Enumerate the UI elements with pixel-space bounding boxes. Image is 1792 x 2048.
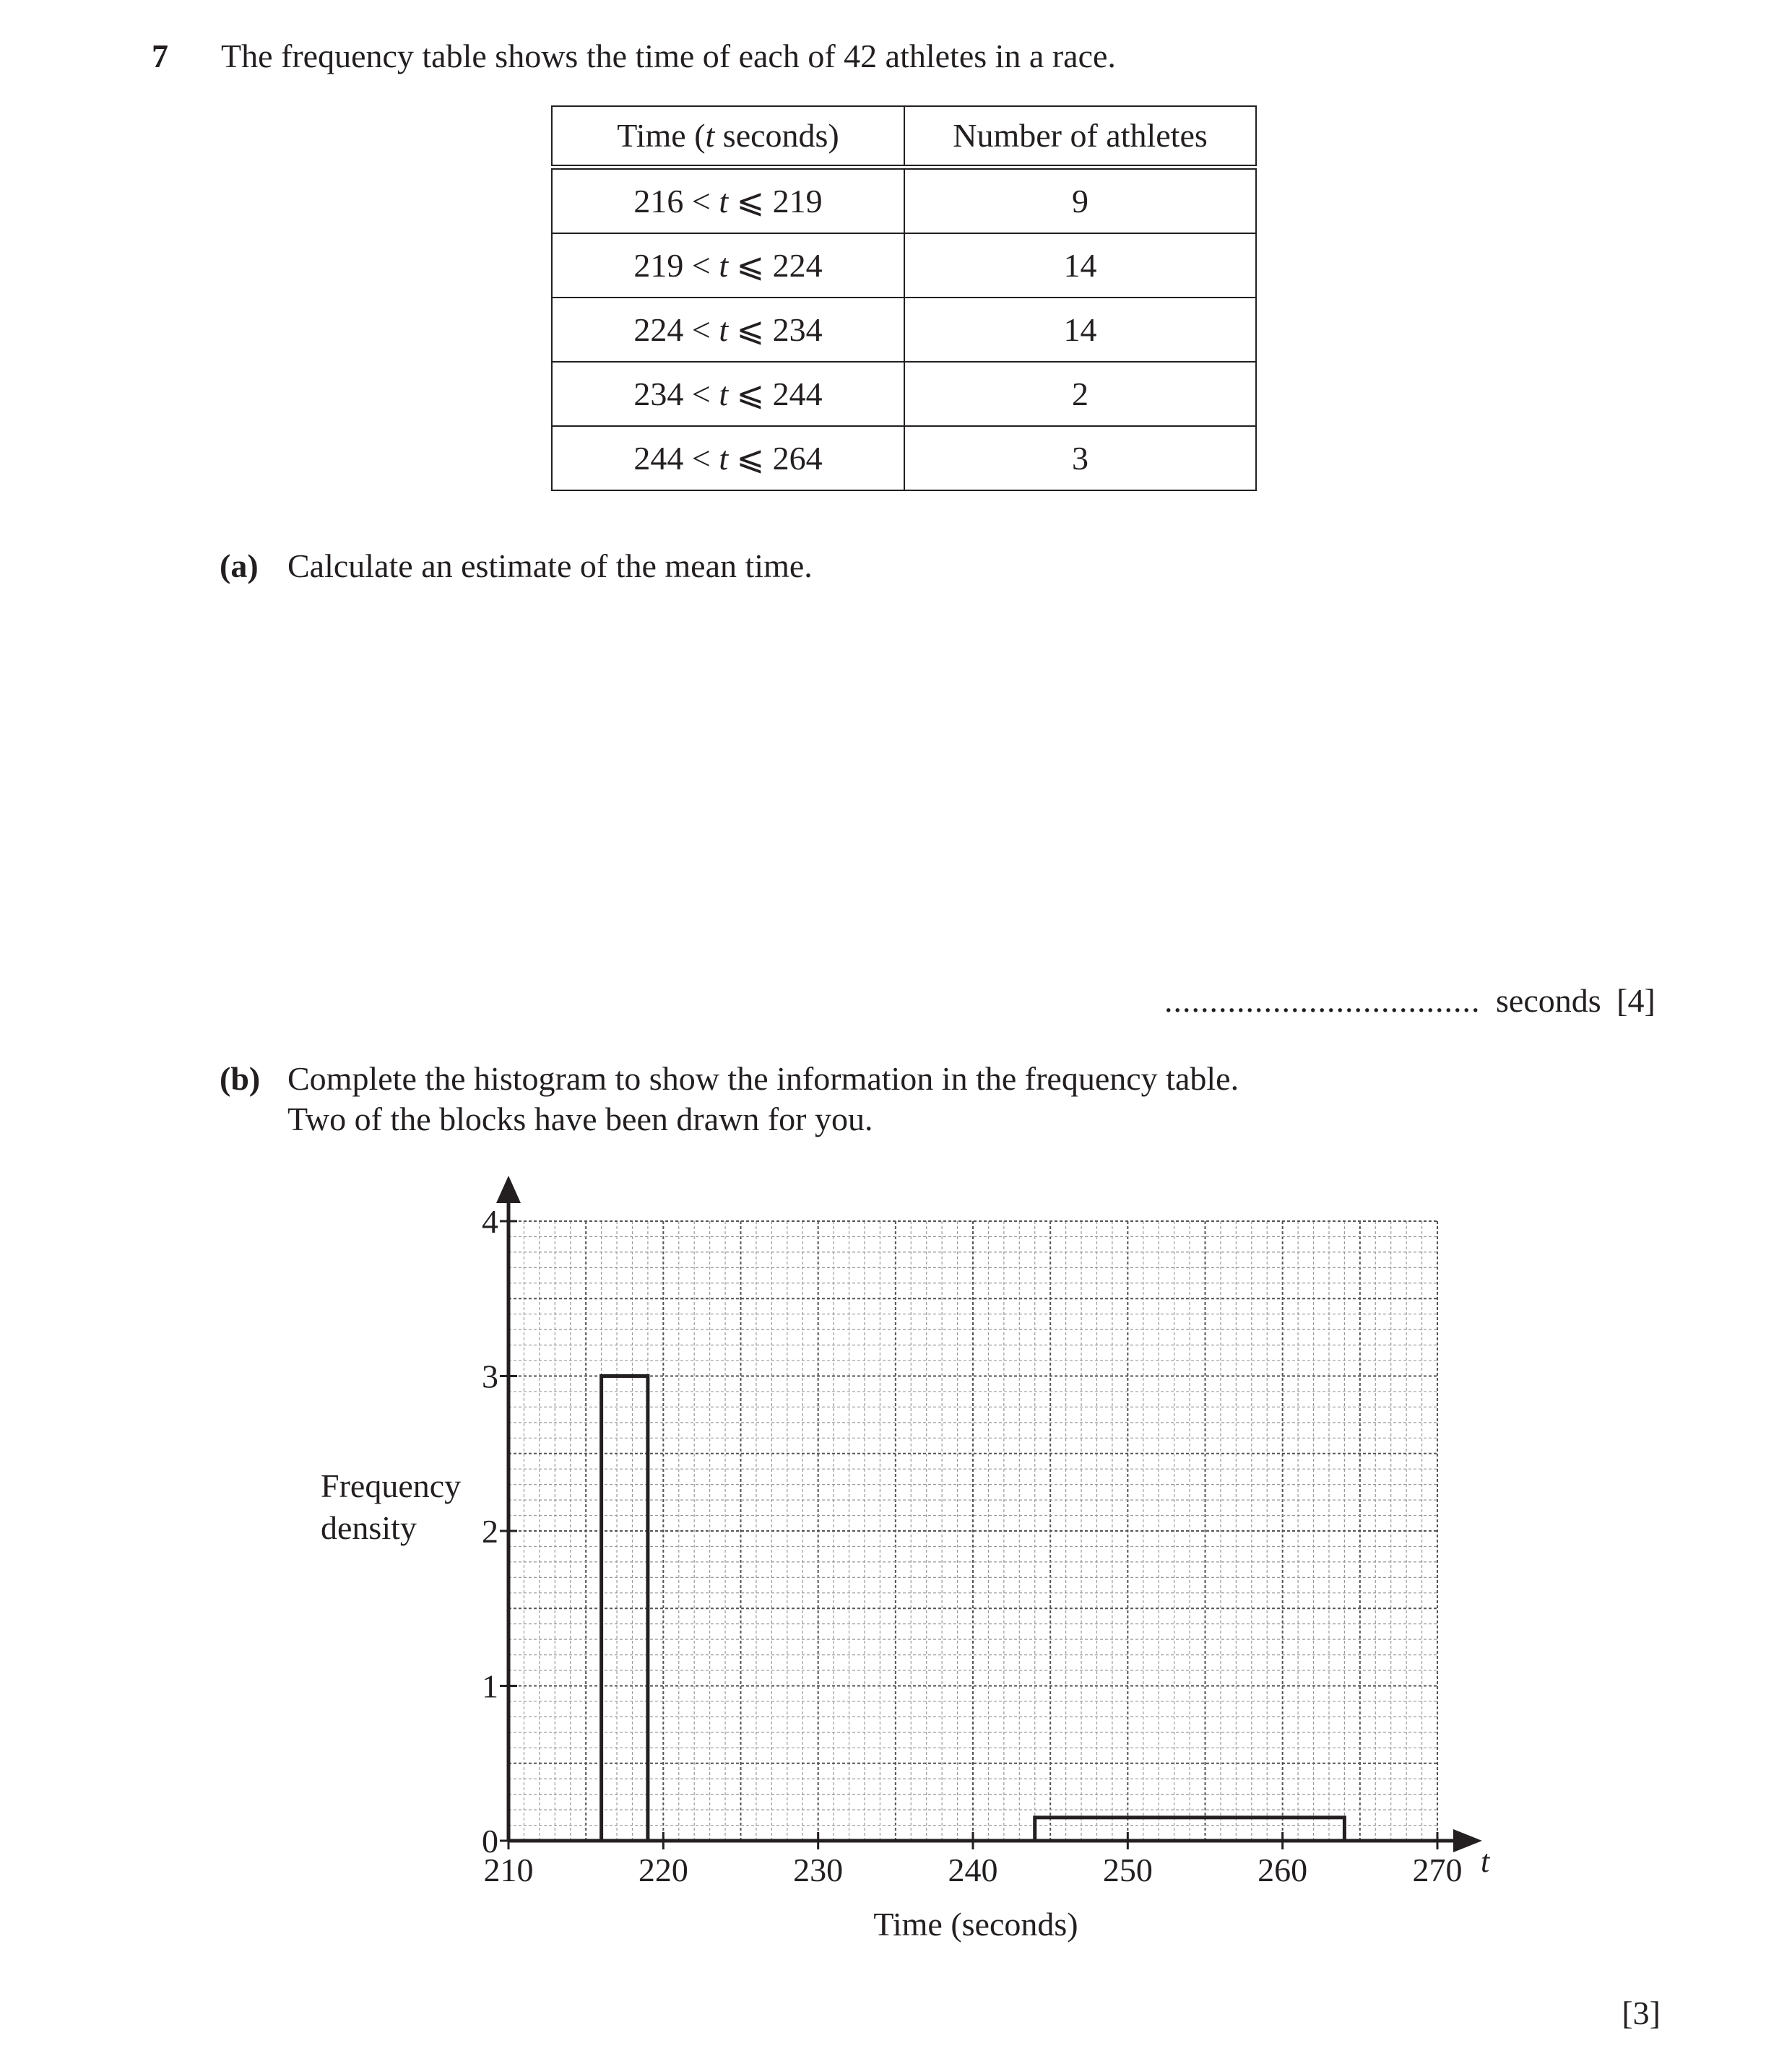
question-text: The frequency table shows the time of each of 42 athletes in a race. — [221, 38, 1116, 74]
athlete-count-cell: 9 — [904, 168, 1256, 234]
part-b-line1: Complete the histogram to show the information in the frequency table. — [287, 1060, 1239, 1097]
header-time: Time (t seconds) — [552, 106, 904, 168]
time-interval-cell: 244 < t ⩽ 264 — [552, 426, 904, 490]
y-tick-label: 0 — [482, 1823, 498, 1860]
answer-dots: ................................... — [1164, 982, 1481, 1019]
time-interval-cell: 224 < t ⩽ 234 — [552, 298, 904, 362]
time-interval-cell: 234 < t ⩽ 244 — [552, 362, 904, 426]
athlete-count-cell: 14 — [904, 233, 1256, 298]
part-a-text: Calculate an estimate of the mean time. — [287, 547, 813, 584]
athlete-count-cell: 14 — [904, 298, 1256, 362]
part-b-marks: [3] — [1622, 1995, 1661, 2031]
y-axis-label-line2: density — [321, 1509, 417, 1546]
y-axis-arrow-icon — [496, 1176, 521, 1203]
x-axis-title: Time (seconds) — [873, 1906, 1078, 1943]
x-tick-label: 240 — [948, 1852, 998, 1888]
part-a-label: (a) — [220, 547, 259, 584]
chart-axes — [496, 1176, 1482, 1852]
question-number: 7 — [152, 38, 168, 74]
part-a-marks: [4] — [1616, 982, 1655, 1019]
header-count: Number of athletes — [904, 106, 1256, 168]
x-axis-symbol: t — [1481, 1844, 1490, 1879]
time-interval-cell: 216 < t ⩽ 219 — [552, 168, 904, 234]
y-tick-label: 3 — [482, 1358, 498, 1395]
x-tick-label: 260 — [1258, 1852, 1308, 1888]
athlete-count-cell: 3 — [904, 426, 1256, 490]
answer-unit: seconds — [1496, 982, 1601, 1019]
time-interval-cell: 219 < t ⩽ 224 — [552, 233, 904, 298]
x-axis-arrow-icon — [1453, 1829, 1482, 1852]
y-tick-label: 1 — [482, 1667, 498, 1705]
y-tick-label: 2 — [482, 1513, 498, 1550]
y-axis-label-line1: Frequency — [321, 1467, 462, 1504]
athlete-count-cell: 2 — [904, 362, 1256, 426]
x-tick-label: 270 — [1412, 1852, 1463, 1888]
x-tick-label: 220 — [638, 1852, 688, 1888]
y-tick-label: 4 — [482, 1203, 498, 1240]
x-tick-label: 250 — [1102, 1852, 1153, 1888]
x-tick-label: 230 — [793, 1852, 844, 1888]
x-tick-label: 210 — [483, 1852, 534, 1888]
part-b-label: (b) — [220, 1060, 261, 1097]
part-b-line2: Two of the blocks have been drawn for you. — [287, 1101, 873, 1137]
